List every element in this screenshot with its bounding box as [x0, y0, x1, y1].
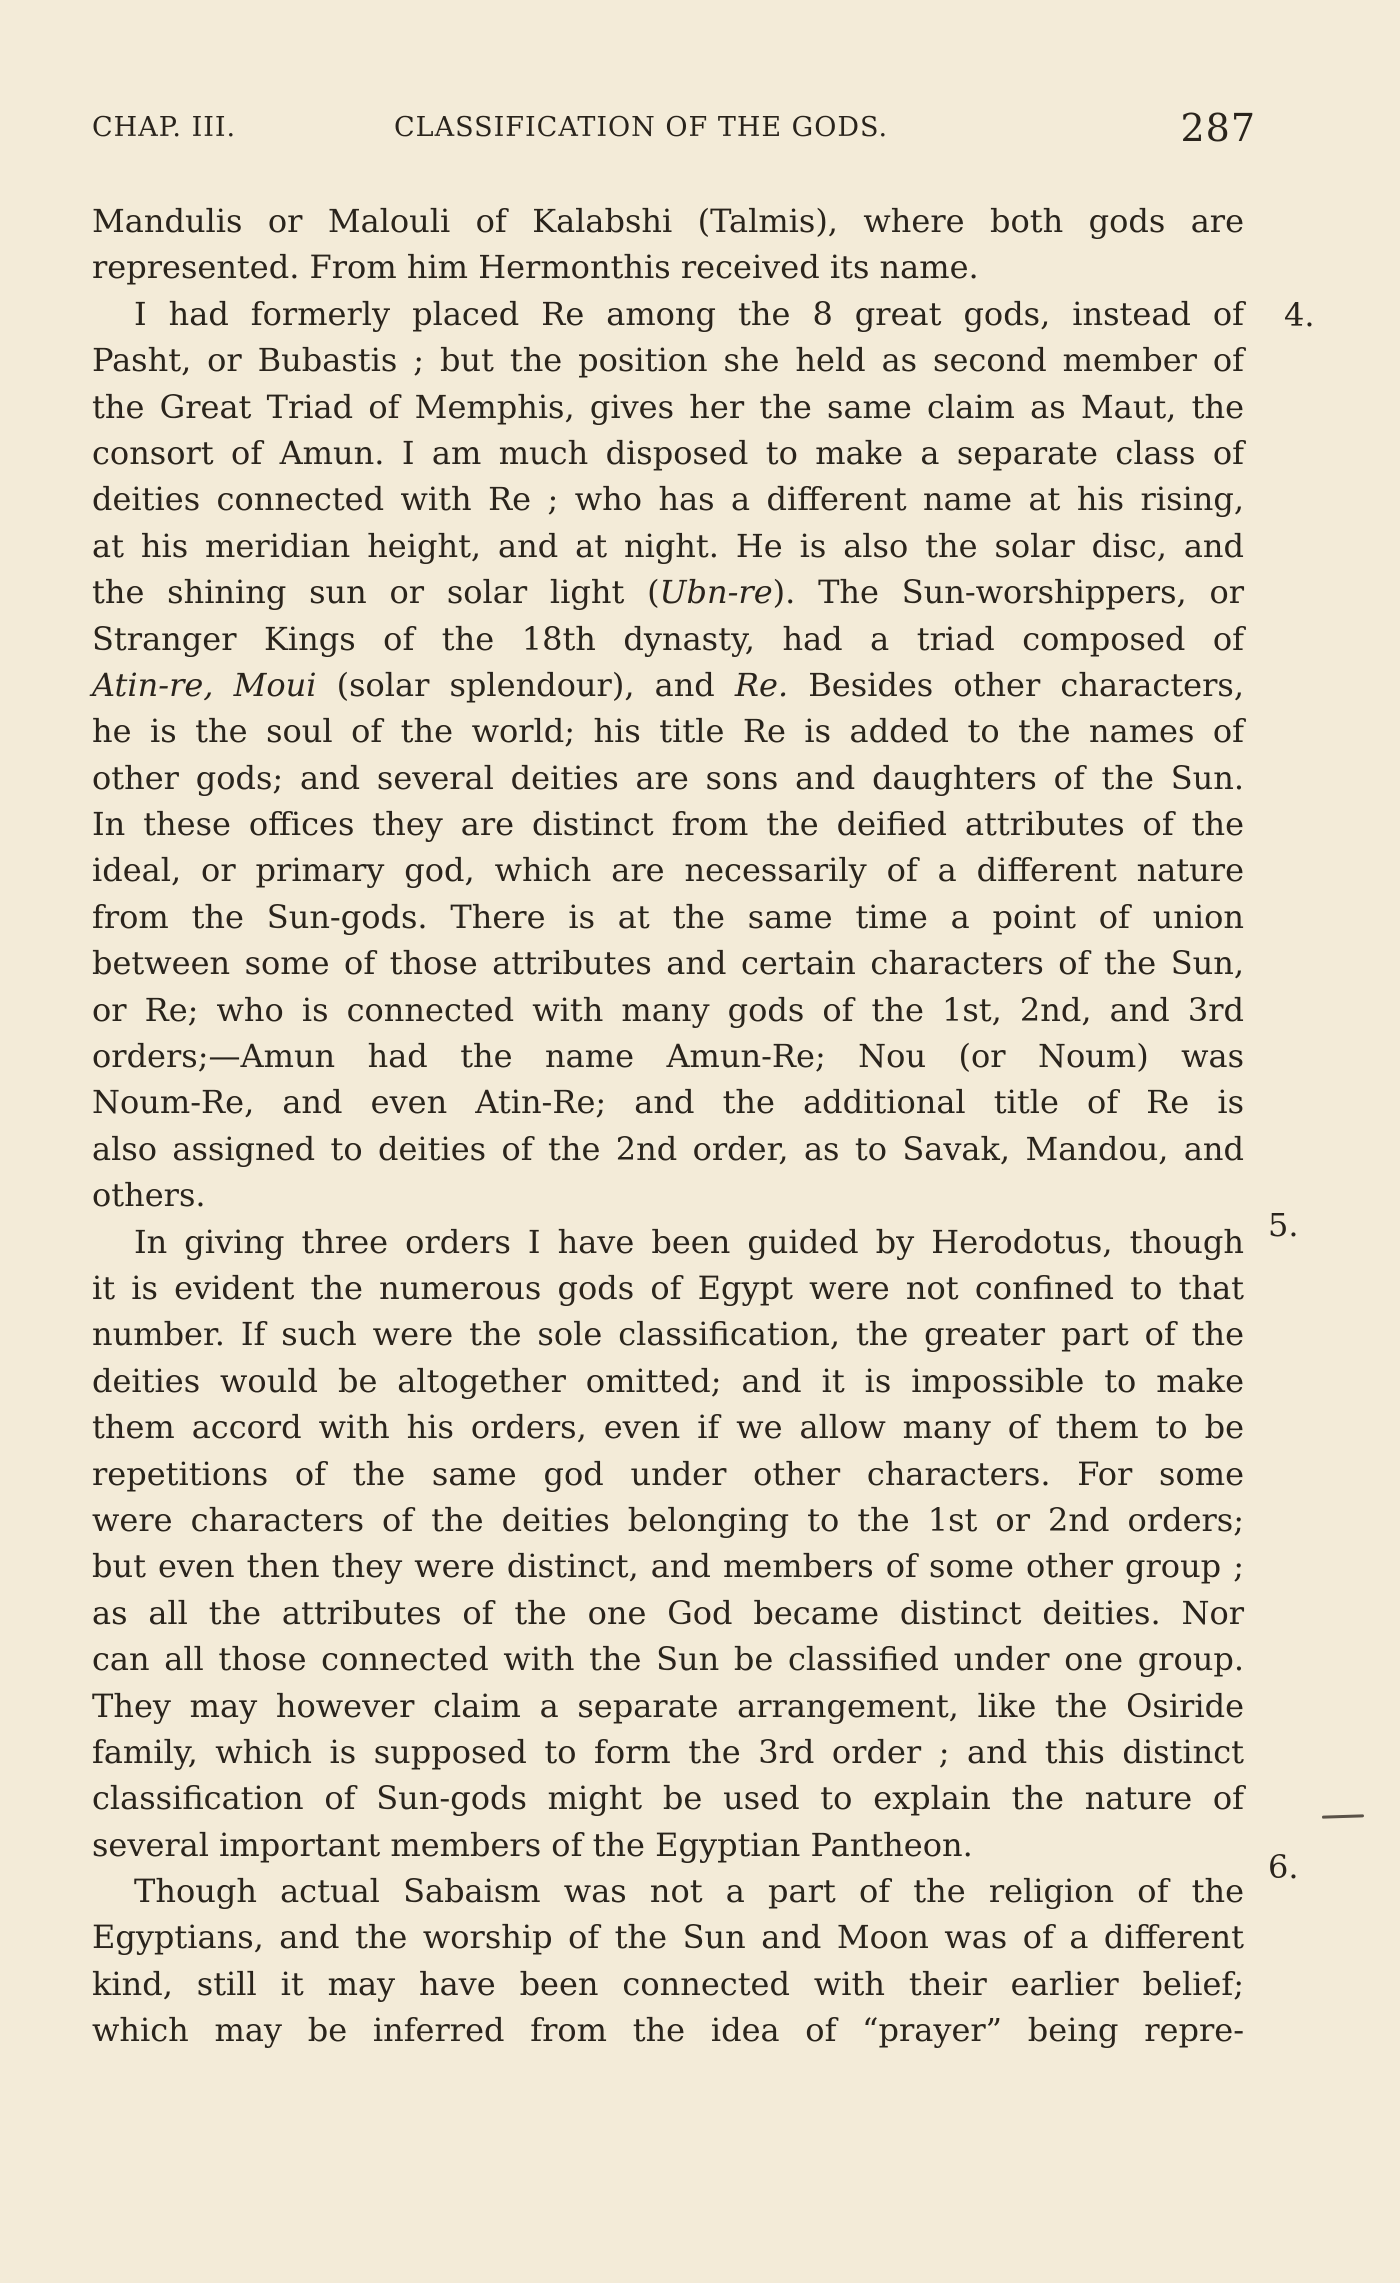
text-segment: the shining sun or solar light (: [92, 573, 660, 612]
margin-dash-mark: [1322, 1814, 1364, 1818]
text-line: deities connected with Re ; who has a different name at his rising,: [92, 480, 1244, 519]
text-line: classification of Sun-gods might be used to explain the nature of: [92, 1779, 1244, 1818]
text-segment: ). The Sun-worshippers, or: [772, 573, 1245, 612]
page-number: 287: [1180, 106, 1256, 150]
italic-term: Atin-re, Moui: [92, 665, 317, 704]
running-head: [92, 106, 1272, 152]
text-line: orders;—Amun had the name Amun-Re; Nou (or Noum) was: [92, 1037, 1244, 1076]
section-number-6: 6.: [1268, 1848, 1299, 1886]
text-line: kind, still it may have been connected with their earlier belief;: [92, 1964, 1244, 2003]
text-line: but even then they were distinct, and members of some other group ;: [92, 1547, 1244, 1586]
text-line: number. If such were the sole classification, the greater part of the: [92, 1315, 1244, 1354]
text-line: between some of those attributes and certain characters of the Sun,: [92, 944, 1244, 983]
text-line: he is the soul of the world; his title Re is added to the names of: [92, 712, 1244, 751]
text-line: Egyptians, and the worship of the Sun and Moon was of a different: [92, 1918, 1244, 1957]
text-line: others.: [92, 1176, 206, 1215]
text-line: repetitions of the same god under other characters. For some: [92, 1454, 1244, 1493]
chapter-label: CHAP. III.: [92, 112, 237, 143]
text-line: were characters of the deities belonging to the 1st or 2nd orders;: [92, 1500, 1244, 1539]
text-line: from the Sun-gods. There is at the same time a point of union: [92, 897, 1244, 936]
text-line: Stranger Kings of the 18th dynasty, had a triad composed of: [92, 619, 1244, 658]
text-line: Pasht, or Bubastis ; but the position she held as second member of: [92, 341, 1244, 380]
text-line: I had formerly placed Re among the 8 great gods, instead of: [134, 294, 1244, 333]
body-text: [92, 198, 1244, 2054]
text-line: family, which is supposed to form the 3rd order ; and this distinct: [92, 1732, 1244, 1771]
text-line: Noum-Re, and even Atin-Re; and the additional title of Re is: [92, 1083, 1244, 1122]
section-number-5: 5.: [1268, 1206, 1299, 1244]
text-line: the Great Triad of Memphis, gives her the same claim as Maut, the: [92, 387, 1244, 426]
text-line: deities would be altogether omitted; and it is impossible to make: [92, 1361, 1244, 1400]
text-line: also assigned to deities of the 2nd order, as to Savak, Mandou, and: [92, 1129, 1244, 1168]
text-line: They may however claim a separate arrangement, like the Osiride: [92, 1686, 1244, 1725]
text-line: as all the attributes of the one God became distinct deities. Nor: [92, 1593, 1244, 1632]
chapter-title: CLASSIFICATION OF THE GODS.: [394, 112, 889, 143]
text-line: Mandulis or Malouli of Kalabshi (Talmis), where both gods are: [92, 202, 1244, 240]
text-segment: Besides other characters,: [788, 665, 1245, 704]
text-line: [92, 569, 1244, 615]
section-number-4: 4.: [1284, 296, 1315, 334]
text-line: them accord with his orders, even if we allow many of them to be: [92, 1408, 1244, 1447]
text-line: at his meridian height, and at night. He is also the solar disc, and: [92, 526, 1244, 565]
text-line: or Re; who is connected with many gods of the 1st, 2nd, and 3rd: [92, 990, 1244, 1029]
text-line: ideal, or primary god, which are necessarily of a different nature: [92, 851, 1244, 890]
text-line: which may be inferred from the idea of “prayer” being repre-: [92, 2011, 1244, 2050]
italic-term: Re.: [734, 665, 789, 704]
text-line: consort of Amun. I am much disposed to make a separate class of: [92, 433, 1244, 472]
text-line: it is evident the numerous gods of Egypt were not confined to that: [92, 1268, 1244, 1307]
text-line: represented. From him Hermonthis received its name.: [92, 248, 979, 287]
text-line: other gods; and several deities are sons and daughters of the Sun.: [92, 758, 1244, 797]
text-line: several important members of the Egyptian Pantheon.: [92, 1825, 973, 1864]
text-line: [92, 662, 1244, 708]
text-line: In giving three orders I have been guided by Herodotus, though: [134, 1222, 1244, 1261]
text-segment: (solar splendour), and: [316, 665, 735, 704]
text-line: can all those connected with the Sun be classified under one group.: [92, 1640, 1244, 1679]
text-line: In these offices they are distinct from the deified attributes of the: [92, 805, 1244, 844]
text-line: Though actual Sabaism was not a part of the religion of the: [134, 1872, 1244, 1911]
italic-term: Ubn-re: [659, 573, 773, 612]
